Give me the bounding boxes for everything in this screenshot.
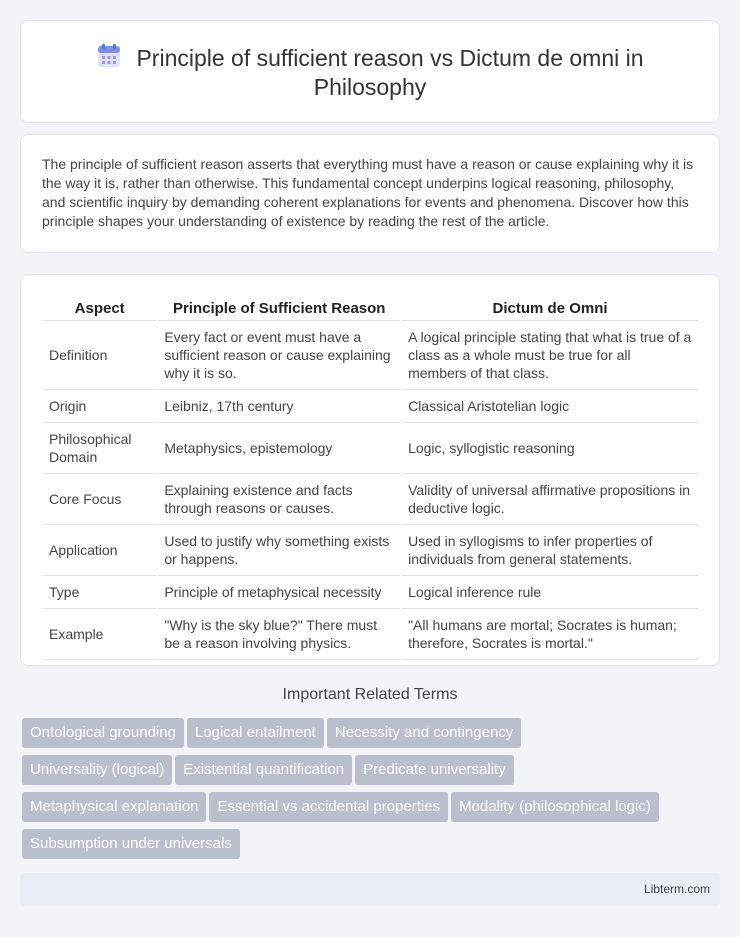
table-header-row bbox=[43, 295, 698, 321]
comparison-card bbox=[20, 274, 720, 666]
header-card bbox=[20, 20, 720, 123]
page-title: Principle of sufficient reason vs Dictum de omni in Philosophy bbox=[136, 45, 644, 100]
psr-cell: Metaphysics, epistemology bbox=[158, 423, 400, 474]
footer-brand-link[interactable]: Libterm.com bbox=[643, 882, 710, 896]
related-term-tag[interactable]: Predicate universality bbox=[355, 755, 514, 785]
related-term-tag[interactable]: Modality (philosophical logic) bbox=[451, 792, 659, 822]
related-term-tag[interactable]: Essential vs accidental properties bbox=[209, 792, 448, 822]
related-term-tag[interactable]: Universality (logical) bbox=[22, 755, 172, 785]
related-term-tag[interactable]: Metaphysical explanation bbox=[22, 792, 206, 822]
aspect-cell: Definition bbox=[43, 321, 156, 390]
table-row bbox=[43, 321, 698, 390]
psr-cell: Principle of metaphysical necessity bbox=[158, 576, 400, 609]
aspect-cell: Type bbox=[43, 576, 156, 609]
dictum-cell: Validity of universal affirmative propositions in deductive logic. bbox=[402, 474, 698, 525]
aspect-cell: Example bbox=[43, 609, 156, 660]
dictum-cell: "All humans are mortal; Socrates is human; therefore, Socrates is mortal." bbox=[402, 609, 698, 660]
dictum-cell: A logical principle stating that what is true of a class as a whole must be true for all members of that class. bbox=[402, 321, 698, 390]
aspect-cell: Origin bbox=[43, 390, 156, 423]
header-sufficient-reason: Principle of Sufficient Reason bbox=[158, 295, 400, 321]
calendar-icon bbox=[96, 43, 122, 69]
header-aspect: Aspect bbox=[43, 295, 156, 321]
psr-cell: Used to justify why something exists or happens. bbox=[158, 525, 400, 576]
dictum-cell: Classical Aristotelian logic bbox=[402, 390, 698, 423]
psr-cell: Leibniz, 17th century bbox=[158, 390, 400, 423]
related-term-tag[interactable]: Ontological grounding bbox=[22, 718, 184, 748]
table-row bbox=[43, 423, 698, 474]
related-term-tag[interactable]: Logical entailment bbox=[187, 718, 324, 748]
psr-cell: "Why is the sky blue?" There must be a reason involving physics. bbox=[158, 609, 400, 660]
table-row bbox=[43, 609, 698, 660]
table-row bbox=[43, 390, 698, 423]
intro-paragraph: The principle of sufficient reason asserts that everything must have a reason or cause explaining why it is the way it is, rather than otherwise. This fundamental concept underpins logical reasoning, philosophy, and scientific inquiry by demanding coherent explanations for events and phenomena. Discover how this principle shapes your understanding of existence by reading the rest of the article. bbox=[42, 156, 694, 229]
table-row bbox=[43, 525, 698, 576]
dictum-cell: Logical inference rule bbox=[402, 576, 698, 609]
psr-cell: Every fact or event must have a sufficient reason or cause explaining why it is so. bbox=[158, 321, 400, 390]
psr-cell: Explaining existence and facts through reasons or causes. bbox=[158, 474, 400, 525]
related-term-tag[interactable]: Existential quantification bbox=[175, 755, 352, 785]
aspect-cell: Application bbox=[43, 525, 156, 576]
comparison-table bbox=[41, 295, 700, 660]
table-row bbox=[43, 576, 698, 609]
aspect-cell: Philosophical Domain bbox=[43, 423, 156, 474]
header-dictum-de-omni: Dictum de Omni bbox=[402, 295, 698, 321]
related-term-tag[interactable]: Subsumption under universals bbox=[22, 829, 240, 859]
dictum-cell: Logic, syllogistic reasoning bbox=[402, 423, 698, 474]
related-terms-heading: Important Related Terms bbox=[282, 686, 458, 703]
dictum-cell: Used in syllogisms to infer properties of individuals from general statements. bbox=[402, 525, 698, 576]
related-term-tag[interactable]: Necessity and contingency bbox=[327, 718, 521, 748]
aspect-cell: Core Focus bbox=[43, 474, 156, 525]
intro-card bbox=[20, 134, 720, 253]
footer-bar bbox=[20, 873, 720, 906]
related-terms-list bbox=[22, 718, 722, 866]
page-title-wrap bbox=[21, 43, 719, 102]
table-row bbox=[43, 474, 698, 525]
